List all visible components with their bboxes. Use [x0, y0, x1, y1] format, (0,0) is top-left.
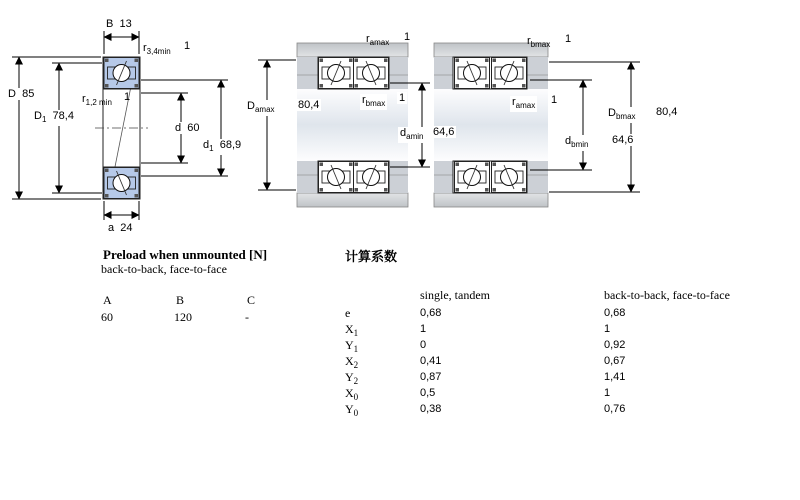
dim-label-D-amax: $D_{amax}$ [247, 100, 275, 114]
preload-value-A: 60 [101, 310, 113, 324]
dim-value-D-bmax: 80,4 [656, 106, 678, 118]
dim-label-D: D 85 [8, 88, 35, 100]
dim-value-r-amax-inner: 1 [551, 94, 558, 106]
arrangement-diagram-a [297, 43, 408, 207]
preload-col-B: B [176, 293, 185, 307]
dim-value-r12: 1 [124, 91, 131, 103]
preload-col-A: A [103, 293, 112, 307]
dim-label-r-amax-top: $r_{amax}$ [366, 33, 390, 47]
factors-table-title: 计算系数 [345, 249, 398, 264]
dim-label-d-bmin: $d_{bmin}$ [565, 135, 589, 149]
dim-value-d-amin: 64,6 [433, 126, 455, 138]
dim-value-D-amax: 80,4 [298, 99, 320, 111]
preload-value-B: 120 [174, 310, 192, 324]
dim-label-d1: $d_1$ 68,9 [203, 139, 242, 153]
dim-value-r-bmax-top: 1 [565, 33, 572, 45]
dim-label-a: a 24 [108, 222, 133, 234]
factors-row-e: e 0,68 0,68 [345, 306, 626, 320]
dim-label-D-bmax: $D_{bmax}$ [608, 107, 636, 121]
dim-label-d: d 60 [175, 122, 200, 134]
preload-col-C: C [247, 293, 256, 307]
dim-label-D1: $D_1$ 78,4 [34, 110, 74, 124]
preload-value-C: - [245, 310, 249, 324]
factors-col-single-tandem: single, tandem [420, 288, 490, 302]
factors-table-header [345, 288, 765, 306]
dim-value-r34: 1 [184, 40, 191, 52]
dim-label-B: B 13 [106, 18, 132, 30]
dim-label-r-bmax-inner: $r_{bmax}$ [362, 94, 386, 108]
dim-label-r-bmax-top: $r_{bmax}$ [527, 35, 551, 49]
dim-value-d-bmin: 64,6 [612, 134, 634, 146]
preload-table-subtitle: back-to-back, face-to-face [101, 262, 227, 276]
preload-table-title: Preload when unmounted [N] [103, 247, 268, 262]
factors-row-X2: $X_2$ 0,41 0,67 [345, 354, 626, 370]
factors-row-Y0: $Y_0$ 0,38 0,76 [345, 402, 626, 418]
factors-row-Y2: $Y_2$ 0,87 1,41 [345, 370, 626, 386]
dim-label-r34: $r_{3,4min}$ [143, 42, 171, 56]
single-bearing-cross-section [95, 57, 148, 199]
dim-label-r12: $r_{1,2 min}$ [82, 93, 112, 107]
dim-label-d-amin: $d_{amin}$ [400, 127, 424, 141]
factors-table [345, 288, 765, 418]
factors-row-Y1: $Y_1$ 0 0,92 [345, 338, 626, 354]
factors-row-X0: $X_0$ 0,5 1 [345, 386, 611, 402]
factors-row-X1: $X_1$ 1 1 [345, 322, 611, 338]
dim-value-r-bmax-inner: 1 [399, 92, 406, 104]
arrangement-diagram-b [434, 43, 548, 207]
factors-col-back-to-back: back-to-back, face-to-face [604, 288, 730, 302]
dim-value-r-amax-top: 1 [404, 31, 411, 43]
dim-label-r-amax-inner: $r_{amax}$ [512, 96, 536, 110]
